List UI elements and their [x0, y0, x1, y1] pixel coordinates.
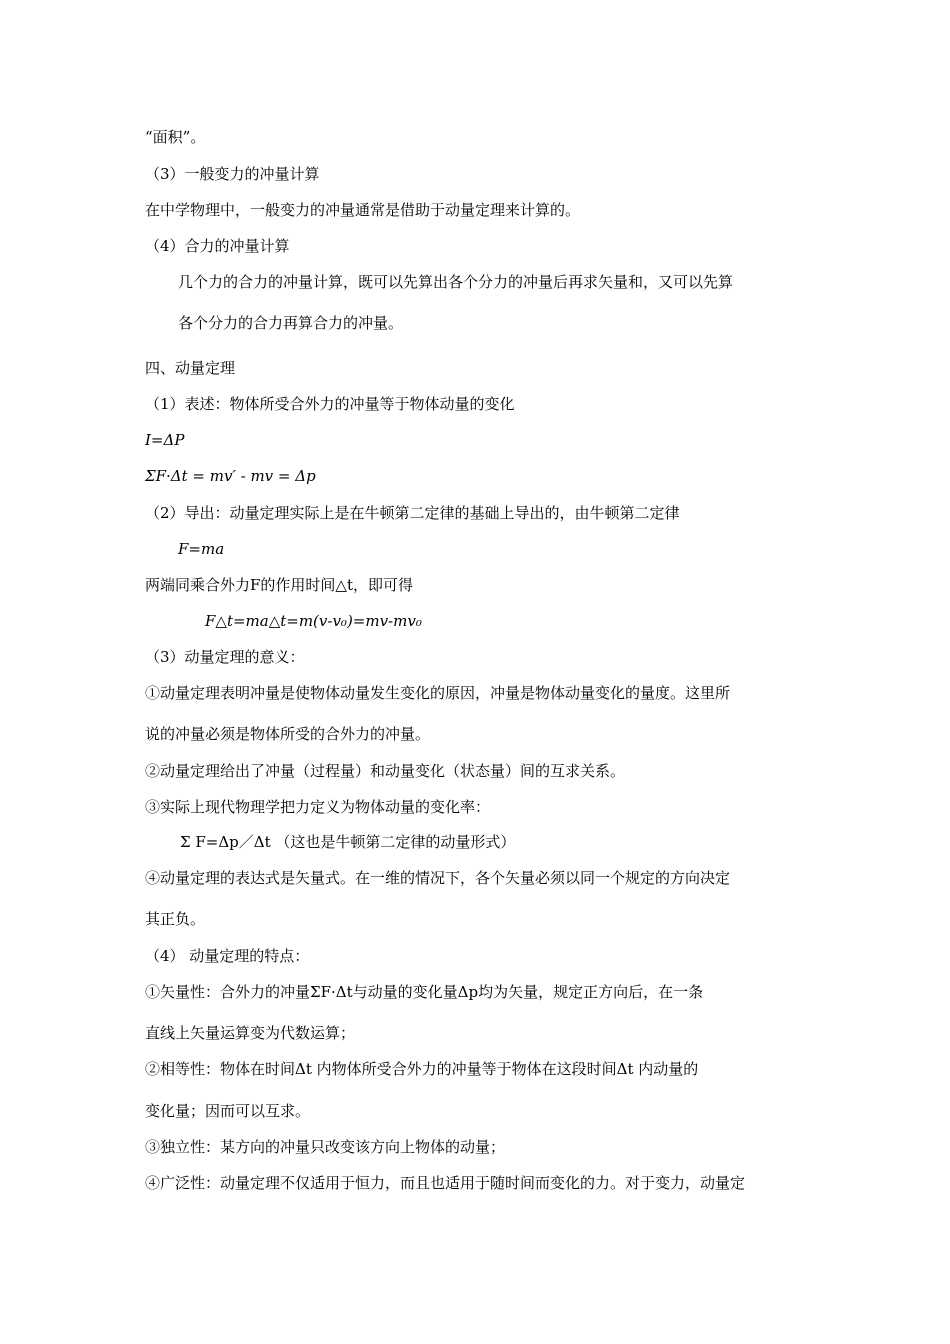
formula: ΣF·Δt = mv′ - mv = Δp [145, 467, 316, 485]
formula: F△t=ma△t=m(v-v₀)=mv-mv₀ [205, 612, 422, 630]
text-line: 几个力的合力的冲量计算，既可以先算出各个分力的冲量后再求矢量和，又可以先算 [178, 273, 734, 291]
text-line: 在中学物理中，一般变力的冲量通常是借助于动量定理来计算的。 [145, 201, 581, 219]
text-line: ④广泛性：动量定理不仅适用于恒力，而且也适用于随时间而变化的力。对于变力，动量定 [145, 1174, 746, 1192]
text-line: ②相等性：物体在时间Δt 内物体所受合外力的冲量等于物体在这段时间Δt 内动量的 [145, 1060, 699, 1078]
text-line: ③实际上现代物理学把力定义为物体动量的变化率： [145, 798, 491, 816]
formula: F=ma [178, 540, 225, 558]
subheading: （2）导出：动量定理实际上是在牛顿第二定律的基础上导出的，由牛顿第二定律 [145, 504, 680, 522]
text-line: 直线上矢量运算变为代数运算； [145, 1024, 356, 1042]
text-line: ①矢量性：合外力的冲量ΣF·Δt与动量的变化量Δp均为矢量，规定正方向后，在一条 [145, 983, 704, 1001]
text-line: 两端同乘合外力F的作用时间△t，即可得 [145, 576, 413, 594]
text-line: 说的冲量必须是物体所受的合外力的冲量。 [145, 725, 431, 743]
formula: I=ΔP [145, 431, 185, 449]
text-line: 变化量；因而可以互求。 [145, 1102, 311, 1120]
subheading: （1）表述：物体所受合外力的冲量等于物体动量的变化 [145, 395, 515, 413]
text-line: ②动量定理给出了冲量（过程量）和动量变化（状态量）间的互求关系。 [145, 762, 626, 780]
text-line: 各个分力的合力再算合力的冲量。 [178, 314, 404, 332]
text-line: “面积”。 [145, 128, 206, 146]
text-line: 其正负。 [145, 910, 206, 928]
subheading: （4）合力的冲量计算 [145, 237, 290, 255]
text-line: ①动量定理表明冲量是使物体动量发生变化的原因，冲量是物体动量变化的量度。这里所 [145, 684, 731, 702]
subheading: （3）一般变力的冲量计算 [145, 165, 320, 183]
text-line: ③独立性：某方向的冲量只改变该方向上物体的动量； [145, 1138, 506, 1156]
section-heading: 四、动量定理 [145, 359, 236, 377]
text-line: ④动量定理的表达式是矢量式。在一维的情况下，各个矢量必须以同一个规定的方向决定 [145, 869, 731, 887]
subheading: （4） 动量定理的特点： [145, 947, 310, 965]
subheading: （3）动量定理的意义： [145, 648, 305, 666]
formula: Σ F=Δp／Δt （这也是牛顿第二定律的动量形式） [180, 833, 516, 851]
